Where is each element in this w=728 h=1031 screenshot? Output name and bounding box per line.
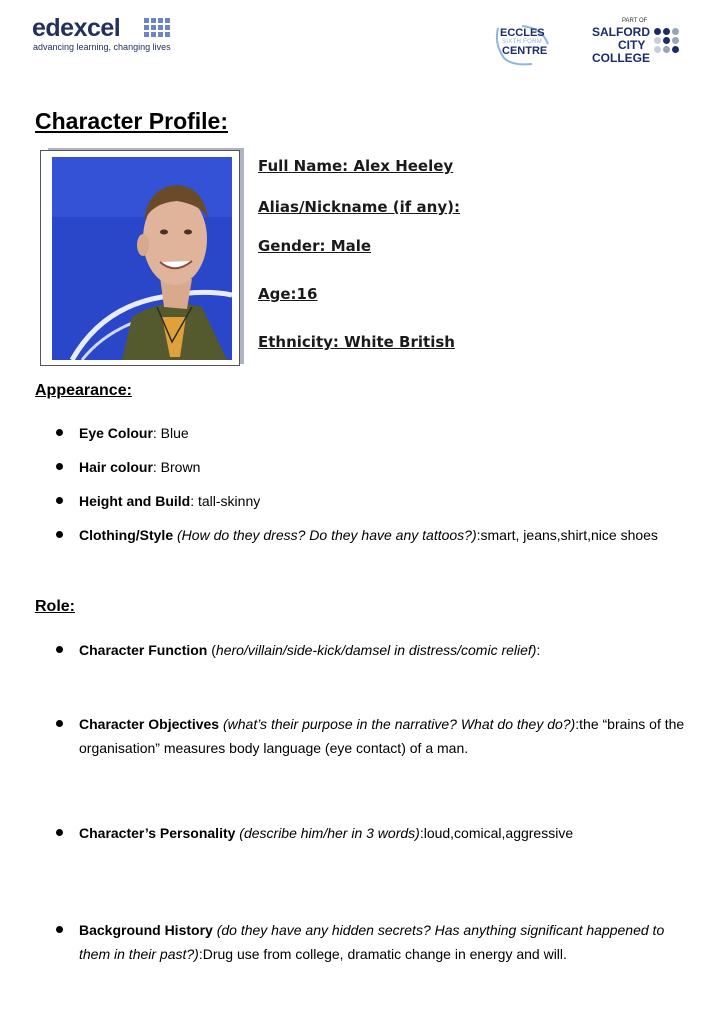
edexcel-wordmark: edexcel bbox=[32, 14, 121, 42]
bullet-icon bbox=[56, 497, 63, 504]
page-title: Character Profile: bbox=[35, 108, 229, 134]
item-prompt: (do they have any hidden secrets? Has anything significant happened to them in their past?) bbox=[79, 922, 665, 962]
item-label: Character’s Personality bbox=[79, 825, 236, 841]
item-label: Background History bbox=[79, 922, 213, 938]
item-answer: : Blue bbox=[152, 425, 189, 441]
role-heading: Role: bbox=[35, 598, 75, 615]
salford-city-college-logo bbox=[592, 18, 684, 66]
salford-line2: CITY bbox=[618, 38, 646, 52]
item-label: Character Objectives bbox=[79, 716, 220, 732]
item-answer: :loud,comical,aggressive bbox=[419, 825, 574, 841]
item-label: Character Function bbox=[79, 642, 208, 658]
item-prompt: hero/villain/side-kick/damsel in distress/comic relief) bbox=[215, 642, 537, 658]
ethnicity-field: Ethnicity: White British bbox=[258, 333, 455, 351]
item-answer: :Drug use from college, dramatic change in energy and will. bbox=[198, 946, 567, 962]
eccles-name-line2: CENTRE bbox=[502, 45, 548, 57]
item-label: Hair colour bbox=[79, 459, 153, 475]
salford-part-of: PART OF bbox=[622, 18, 648, 24]
item-prompt: (what’s their purpose in the narrative? What do they do?) bbox=[219, 716, 576, 732]
item-answer: :smart, jeans,shirt,nice shoes bbox=[476, 527, 658, 543]
eccles-name-line1: ECCLES bbox=[500, 27, 545, 39]
bullet-icon bbox=[56, 646, 63, 653]
item-label: Eye Colour bbox=[79, 425, 153, 441]
alias-field: Alias/Nickname (if any): bbox=[258, 198, 460, 216]
bullet-icon bbox=[56, 926, 63, 933]
age-field: Age:16 bbox=[258, 285, 318, 303]
eccles-centre-logo bbox=[492, 24, 552, 66]
gender-field: Gender: Male bbox=[258, 237, 372, 255]
bullet-icon bbox=[56, 463, 63, 470]
edexcel-tagline: advancing learning, changing lives bbox=[33, 42, 171, 52]
eccles-sub: SIXTH FORM bbox=[502, 39, 542, 45]
appearance-heading: Appearance: bbox=[35, 382, 132, 399]
item-answer: : bbox=[536, 642, 541, 658]
full-name-field: Full Name: Alex Heeley bbox=[258, 157, 454, 175]
item-answer: :the “brains of the organisation” measures body language (eye contact) of a man. bbox=[79, 716, 685, 756]
item-label: Clothing/Style bbox=[79, 527, 174, 543]
bullet-icon bbox=[56, 429, 63, 436]
edexcel-logo bbox=[32, 14, 172, 54]
item-prompt-open: ( bbox=[207, 642, 216, 658]
bullet-icon bbox=[56, 531, 63, 538]
item-prompt: (How do they dress? Do they have any tattoos?) bbox=[173, 527, 477, 543]
item-prompt: (describe him/her in 3 words) bbox=[235, 825, 420, 841]
salford-line3: COLLEGE bbox=[592, 51, 651, 65]
item-answer: : tall-skinny bbox=[190, 493, 261, 509]
salford-dots-icon bbox=[654, 28, 679, 53]
bullet-icon bbox=[56, 829, 63, 836]
salford-line1: SALFORD bbox=[592, 25, 650, 39]
edexcel-grid-icon bbox=[144, 18, 170, 37]
character-photo bbox=[52, 157, 232, 360]
item-answer: : Brown bbox=[152, 459, 201, 475]
bullet-icon bbox=[56, 720, 63, 727]
item-label: Height and Build bbox=[79, 493, 191, 509]
